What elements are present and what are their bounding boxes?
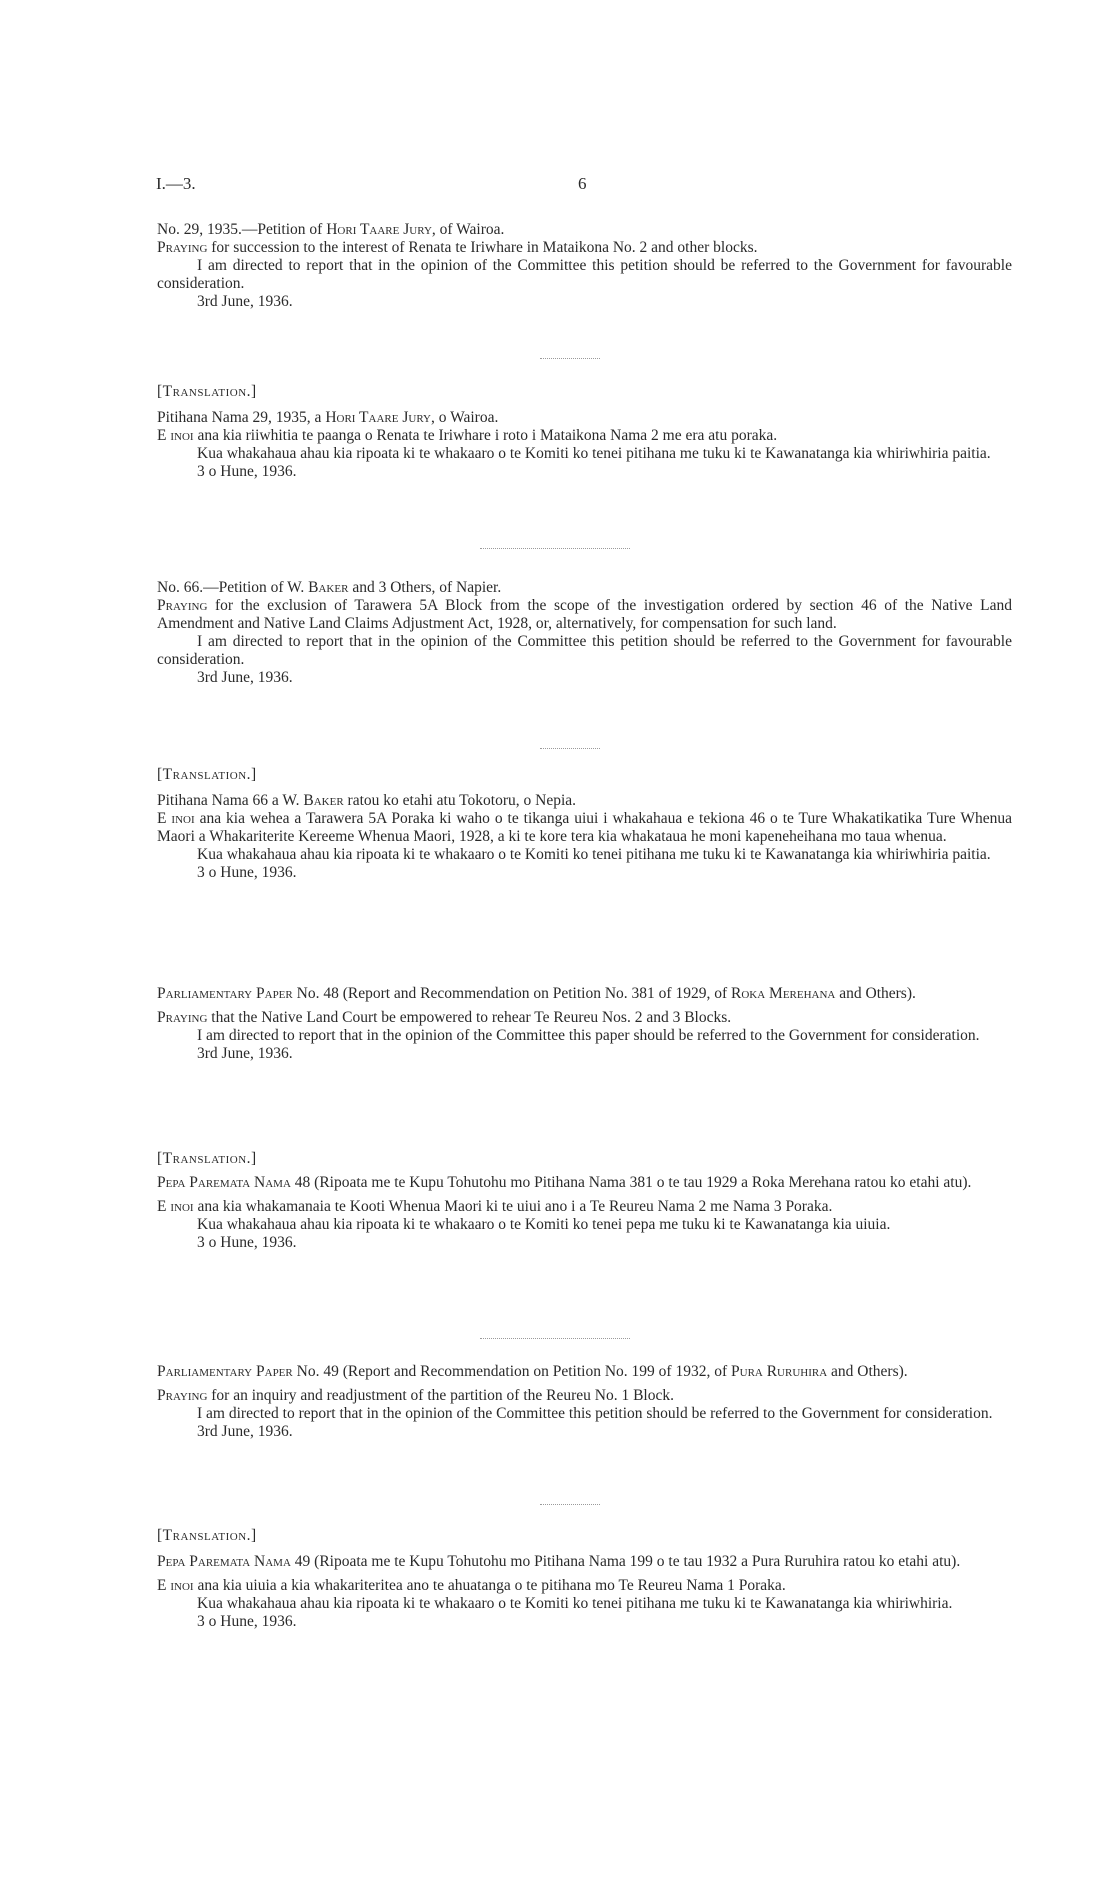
report-paragraph: Kua whakahaua ahau kia ripoata ki te whakaaro o te Komiti ko tenei pepa me tuku ki te Kawanatanga kia uiuia. xyxy=(197,1216,891,1233)
separator-rule xyxy=(480,548,630,549)
prayer-paragraph: E inoi ana kia riiwhitia te paanga o Renata te Iriwhare i roto i Mataikona Nama 2 me era atu poraka. xyxy=(157,427,778,444)
translation-label: [Translation.] xyxy=(157,1150,257,1167)
page-number: 6 xyxy=(578,174,587,193)
section-heading: Pepa Paremata Nama 48 (Ripoata me te Kupu Tohutohu mo Pitihana Nama 381 o te tau 1929 a Roka Merehana ratou ko etahi atu). xyxy=(157,1174,972,1191)
petition-section xyxy=(157,221,1012,311)
prayer-paragraph: Praying for the exclusion of Tarawera 5A Block from the scope of the investigation ordered by section 46 of the Native Land Amendment and Native Land Claims Adjustment Act, 1928, or, alternatively, for compensation for such land. xyxy=(157,597,1012,632)
section-heading: Pitihana Nama 66 a W. Baker ratou ko etahi atu Tokotoru, o Nepia. xyxy=(157,792,577,809)
paper-section xyxy=(157,1363,1012,1441)
report-paragraph: I am directed to report that in the opinion of the Committee this petition should be referred to the Government for consideration. xyxy=(197,1405,993,1422)
report-date: 3 o Hune, 1936. xyxy=(197,864,297,881)
prayer-paragraph: E inoi ana kia uiuia a kia whakariteritea ano te ahuatanga o te pitihana mo Te Reureu Nama 1 Poraka. xyxy=(157,1577,786,1594)
report-date: 3 o Hune, 1936. xyxy=(197,463,297,480)
report-date: 3 o Hune, 1936. xyxy=(197,1613,297,1630)
section-heading: Parliamentary Paper No. 49 (Report and Recommendation on Petition No. 199 of 1932, of Pura Ruruhira and Others). xyxy=(157,1363,908,1380)
report-paragraph: I am directed to report that in the opinion of the Committee this petition should be referred to the Government for favourable consideration. xyxy=(157,633,1012,668)
separator-rule xyxy=(540,748,600,749)
report-paragraph: I am directed to report that in the opinion of the Committee this paper should be referred to the Government for consideration. xyxy=(197,1027,980,1044)
report-paragraph: Kua whakahaua ahau kia ripoata ki te whakaaro o te Komiti ko tenei pitihana me tuku ki te Kawanatanga kia whiriwhiria. xyxy=(197,1595,953,1612)
prayer-paragraph: Praying that the Native Land Court be empowered to rehear Te Reureu Nos. 2 and 3 Blocks. xyxy=(157,1009,732,1026)
section-heading: Parliamentary Paper No. 48 (Report and Recommendation on Petition No. 381 of 1929, of Roka Merehana and Others). xyxy=(157,985,916,1002)
prayer-paragraph: E inoi ana kia whakamanaia te Kooti Whenua Maori ki te uiui ano i a Te Reureu Nama 2 me Nama 3 Poraka. xyxy=(157,1198,833,1215)
page-reference: I.—3. xyxy=(156,174,196,193)
report-paragraph: I am directed to report that in the opinion of the Committee this petition should be referred to the Government for favourable consideration. xyxy=(157,257,1012,292)
separator-rule xyxy=(540,358,600,359)
prayer-paragraph: E inoi ana kia wehea a Tarawera 5A Poraka ki waho o te tikanga uiui i whakahaua e tekiona 46 o te Ture Whakatikatika Ture Whenua Maori a Whakariterite Kereeme Whenua Maori, 1928, a ki te kore tera kia whakataua he moni kapeneheihana mo taua whenua. xyxy=(157,810,1012,845)
section-heading: Pitihana Nama 29, 1935, a Hori Taare Jury, o Wairoa. xyxy=(157,409,499,426)
report-paragraph: Kua whakahaua ahau kia ripoata ki te whakaaro o te Komiti ko tenei pitihana me tuku ki te Kawanatanga kia whiriwhiria paitia. xyxy=(197,445,991,462)
petition-section xyxy=(157,579,1012,687)
translation-label: [Translation.] xyxy=(157,383,257,400)
translation-label: [Translation.] xyxy=(157,1527,257,1544)
report-date: 3rd June, 1936. xyxy=(197,1045,293,1062)
translation-section xyxy=(157,1527,1012,1631)
separator-rule xyxy=(540,1504,600,1505)
report-date: 3rd June, 1936. xyxy=(197,293,293,310)
translation-label: [Translation.] xyxy=(157,766,257,783)
separator-rule xyxy=(480,1338,630,1339)
section-heading: Pepa Paremata Nama 49 (Ripoata me te Kupu Tohutohu mo Pitihana Nama 199 o te tau 1932 a Pura Ruruhira ratou ko etahi atu). xyxy=(157,1553,961,1570)
translation-section xyxy=(157,1150,1012,1252)
translation-section xyxy=(157,766,1012,882)
report-date: 3 o Hune, 1936. xyxy=(197,1234,297,1251)
prayer-paragraph: Praying for an inquiry and readjustment of the partition of the Reureu No. 1 Block. xyxy=(157,1387,674,1404)
section-heading: No. 29, 1935.—Petition of Hori Taare Jury, of Wairoa. xyxy=(157,221,505,238)
report-date: 3rd June, 1936. xyxy=(197,669,293,686)
report-date: 3rd June, 1936. xyxy=(197,1423,293,1440)
prayer-paragraph: Praying for succession to the interest of Renata te Iriwhare in Mataikona No. 2 and other blocks. xyxy=(157,239,758,256)
paper-section xyxy=(157,985,1012,1063)
report-paragraph: Kua whakahaua ahau kia ripoata ki te whakaaro o te Komiti ko tenei pitihana me tuku ki te Kawanatanga kia whiriwhiria paitia. xyxy=(197,846,991,863)
translation-section xyxy=(157,383,1012,481)
section-heading: No. 66.—Petition of W. Baker and 3 Others, of Napier. xyxy=(157,579,502,596)
